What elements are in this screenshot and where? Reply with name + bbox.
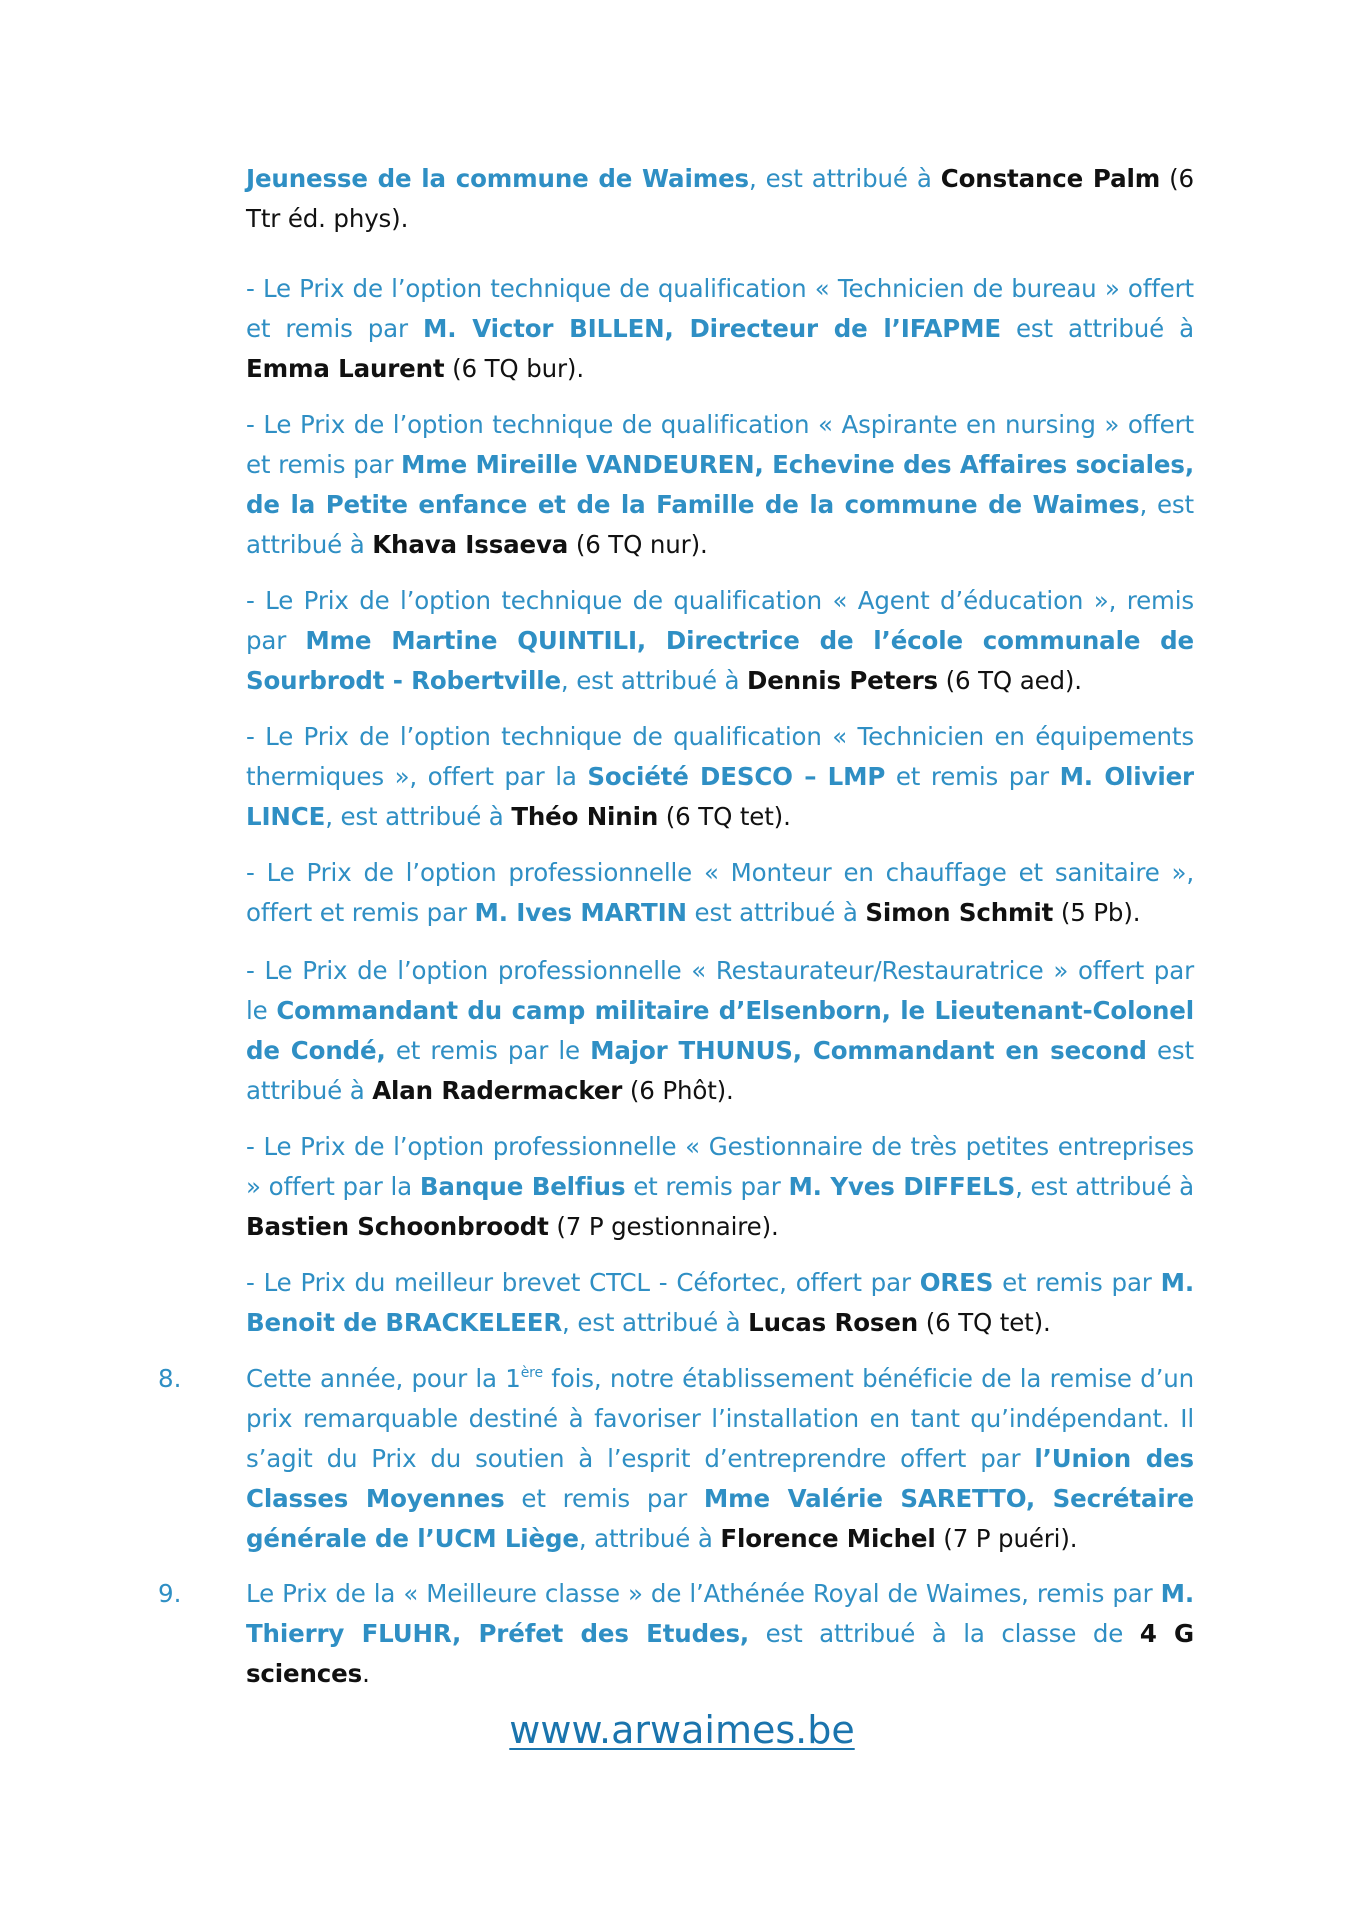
- text: est attribué à: [686, 898, 866, 927]
- donor-name: Mme Valérie SARETTO, Secrétaire générale de l’UCM Liège: [246, 1484, 1194, 1553]
- donor-name: Major THUNUS, Commandant en second: [590, 1036, 1147, 1065]
- winner-name: Florence Michel: [720, 1524, 936, 1553]
- donor-name: M. Olivier LINCE: [246, 762, 1194, 831]
- text: , est attribué à: [325, 802, 512, 831]
- class-code: (6 TQ aed).: [938, 666, 1082, 695]
- list-number-8: 8.: [158, 1364, 182, 1393]
- paragraph-prize-aspirante-nursing: [246, 405, 1194, 565]
- donor-name: M. Yves DIFFELS: [788, 1172, 1016, 1201]
- prize-text: - Le Prix de l’option professionnelle « Gestionnaire de très petites entreprises » offert par la: [246, 1132, 1194, 1201]
- text: est attribué à: [1000, 314, 1194, 343]
- class-code: (6 TQ tet).: [918, 1308, 1051, 1337]
- sponsor-name: l’Union des Classes Moyennes: [246, 1444, 1194, 1513]
- donor-name: M. Ives MARTIN: [474, 898, 687, 927]
- text: Cette année, pour la 1: [246, 1364, 521, 1393]
- winner-name: Lucas Rosen: [748, 1308, 919, 1337]
- winner-name: Simon Schmit: [865, 898, 1054, 927]
- text: et remis par: [885, 762, 1060, 791]
- text: .: [362, 1659, 370, 1688]
- paragraph-prize-restaurateur: [246, 951, 1194, 1111]
- organization-name: Jeunesse de la commune de Waimes: [246, 164, 749, 193]
- text: , attribué à: [578, 1524, 721, 1553]
- class-code: (6 TQ tet).: [658, 802, 791, 831]
- list-number-9: 9.: [158, 1579, 182, 1608]
- winner-name: Emma Laurent: [246, 354, 445, 383]
- prize-text: - Le Prix de l’option technique de qualification « Aspirante en nursing » offert et remis par: [246, 410, 1194, 479]
- donor-name: M. Benoit de BRACKELEER: [246, 1268, 1195, 1337]
- text: et remis par le: [385, 1036, 591, 1065]
- text: , est attribué à: [560, 666, 748, 695]
- class-code: (6 TQ bur).: [444, 354, 584, 383]
- donor-name: Mme Mireille VANDEUREN, Echevine des Affaires sociales, de la Petite enfance et de la Famille de la commune de Waimes: [246, 450, 1194, 519]
- winner-class: 4 G sciences: [246, 1619, 1194, 1688]
- sponsor-name: Société DESCO – LMP: [587, 762, 886, 791]
- winner-name: Bastien Schoonbroodt: [246, 1212, 549, 1241]
- text: et remis par: [504, 1484, 704, 1513]
- class-code: (6 TQ nur).: [568, 530, 708, 559]
- class-code: (5 Pb).: [1053, 898, 1141, 927]
- website-link[interactable]: www.arwaimes.be: [509, 1708, 855, 1752]
- winner-name: Constance Palm: [940, 164, 1161, 193]
- paragraph-prize-brevet-ctcl: [246, 1263, 1194, 1343]
- text: fois, notre établissement bénéficie de la remise d’un prix remarquable destiné à favoriser l’installation en tant qu’indépendant. Il s’agit du Prix du soutien à l’esprit d’entreprendre offert par: [246, 1364, 1194, 1473]
- paragraph-item-9: [246, 1574, 1194, 1694]
- prize-text: - Le Prix de l’option technique de qualification « Technicien en équipements thermiques », offert par la: [246, 722, 1194, 791]
- class-code: (6 Ttr éd. phys).: [246, 164, 1194, 233]
- donor-name: M. Thierry FLUHR, Préfet des Etudes,: [246, 1579, 1194, 1648]
- text: est attribué à la classe de: [749, 1619, 1140, 1648]
- superscript: ère: [520, 1365, 543, 1381]
- class-code: (7 P puéri).: [935, 1524, 1078, 1553]
- paragraph-item-8: [246, 1359, 1194, 1559]
- text: , est attribué à: [246, 490, 1194, 559]
- prize-text: - Le Prix du meilleur brevet CTCL - Céfortec, offert par: [246, 1268, 920, 1297]
- sponsor-name: ORES: [919, 1268, 994, 1297]
- winner-name: Dennis Peters: [747, 666, 938, 695]
- paragraph-prize-equipements-thermiques: [246, 717, 1194, 837]
- paragraph-prize-agent-education: [246, 581, 1194, 701]
- text: et remis par: [625, 1172, 789, 1201]
- prize-text: - Le Prix de l’option technique de qualification « Technicien de bureau » offert et remis par: [246, 274, 1194, 343]
- winner-name: Khava Issaeva: [372, 530, 569, 559]
- sponsor-name: Commandant du camp militaire d’Elsenborn, le Lieutenant-Colonel de Condé,: [246, 996, 1195, 1065]
- text: , est attribué à: [562, 1308, 749, 1337]
- winner-name: Alan Radermacker: [372, 1076, 623, 1105]
- text: Le Prix de la « Meilleure classe » de l’Athénée Royal de Waimes, remis par: [246, 1579, 1161, 1608]
- donor-name: M. Victor BILLEN, Directeur de l’IFAPME: [423, 314, 1001, 343]
- prize-text: - Le Prix de l’option professionnelle « Monteur en chauffage et sanitaire », offert et remis par: [246, 858, 1194, 927]
- prize-text: - Le Prix de l’option professionnelle « Restaurateur/Restauratrice » offert par le: [246, 956, 1194, 1025]
- donor-name: Mme Martine QUINTILI, Directrice de l’école communale de Sourbrodt - Robertville: [246, 626, 1194, 695]
- paragraph-jeunesse-waimes: [246, 159, 1194, 239]
- class-code: (6 Phôt).: [622, 1076, 734, 1105]
- text: , est attribué à: [748, 164, 941, 193]
- paragraph-prize-monteur-chauffage: [246, 853, 1194, 933]
- prize-text: - Le Prix de l’option technique de qualification « Agent d’éducation », remis par: [246, 586, 1194, 655]
- text: est attribué à: [246, 1036, 1194, 1105]
- paragraph-prize-gestionnaire: [246, 1127, 1194, 1247]
- winner-name: Théo Ninin: [511, 802, 659, 831]
- sponsor-name: Banque Belfius: [419, 1172, 626, 1201]
- class-code: (7 P gestionnaire).: [548, 1212, 779, 1241]
- text: et remis par: [993, 1268, 1161, 1297]
- text: , est attribué à: [1015, 1172, 1195, 1201]
- paragraph-prize-technicien-bureau: [246, 269, 1194, 389]
- footer: [0, 1708, 1364, 1752]
